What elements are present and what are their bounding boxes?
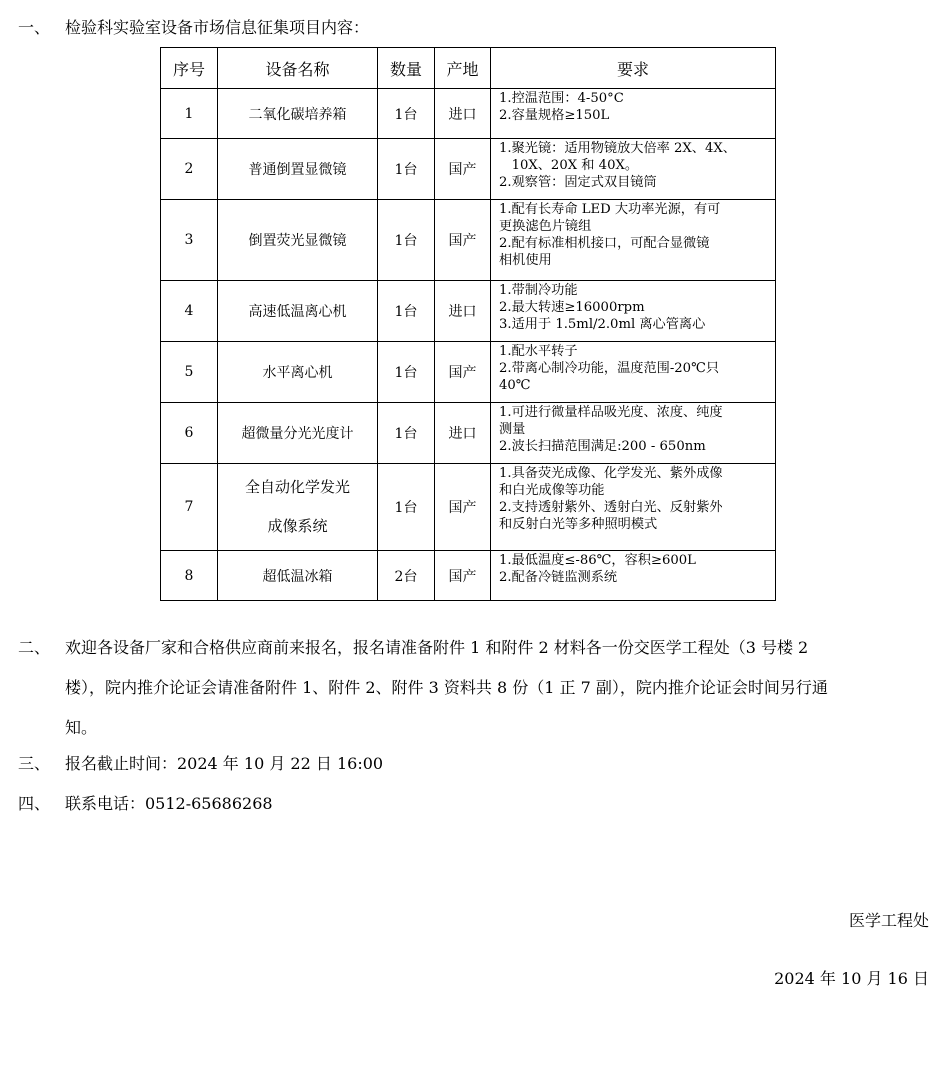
- row-requirements: [491, 551, 776, 601]
- row-requirements: [491, 139, 776, 200]
- table-row: [161, 464, 776, 551]
- row-requirements: [491, 281, 776, 342]
- row-name: 普通倒置显微镜: [218, 139, 378, 200]
- header-origin: 产地: [435, 48, 491, 89]
- requirement-line: 1.具备荧光成像、化学发光、紫外成像: [499, 466, 723, 481]
- table-row: [161, 403, 776, 464]
- row-requirements: [491, 89, 776, 139]
- row-origin: 国产: [435, 342, 491, 403]
- row-requirements: [491, 342, 776, 403]
- row-name: [218, 464, 378, 551]
- table-header-row: [161, 48, 776, 89]
- requirement-line: 1.聚光镜：适用物镜放大倍率 2X、4X、: [499, 141, 736, 156]
- section-4-paragraph: [18, 790, 273, 818]
- requirement-line: 1.配水平转子: [499, 344, 578, 359]
- row-origin: 进口: [435, 281, 491, 342]
- section-2-number: 二、: [18, 638, 51, 657]
- row-name-line-1: 全自动化学发光: [244, 478, 350, 496]
- header-no: 序号: [161, 48, 218, 89]
- requirement-line: 更换滤色片镜组: [499, 219, 592, 234]
- row-requirements: [491, 403, 776, 464]
- requirement-line: 1.配有长寿命 LED 大功率光源，有可: [499, 202, 721, 217]
- requirement-line: 2.配备冷链监测系统: [499, 570, 618, 585]
- row-qty: 1台: [378, 89, 435, 139]
- section-2-line-1: 欢迎各设备厂家和合格供应商前来报名，报名请准备附件 1 和附件 2 材料各一份交医学工程处（3 号楼 2: [65, 638, 809, 657]
- table-row: [161, 89, 776, 139]
- header-requirements: 要求: [491, 48, 776, 89]
- table-row: [161, 342, 776, 403]
- signature-org: 医学工程处: [848, 911, 929, 930]
- row-no: 8: [161, 551, 218, 601]
- row-name-line-2: 成像系统: [267, 517, 328, 535]
- section-2-line-2: 楼），院内推介论证会请准备附件 1、附件 2、附件 3 资料共 8 份（1 正 7 副），院内推介论证会时间另行通: [65, 678, 828, 697]
- row-name: 水平离心机: [218, 342, 378, 403]
- requirement-line: 2.容量规格≥150L: [499, 108, 610, 123]
- requirement-line: 和白光成像等功能: [499, 483, 605, 498]
- row-no: 1: [161, 89, 218, 139]
- row-name: 倒置荧光显微镜: [218, 200, 378, 281]
- row-origin: 国产: [435, 200, 491, 281]
- header-qty: 数量: [378, 48, 435, 89]
- requirement-line: 40℃: [499, 378, 531, 393]
- requirement-line: 2.配有标准相机接口，可配合显微镜: [499, 236, 710, 251]
- registration-deadline: 报名截止时间：2024 年 10 月 22 日 16:00: [65, 754, 384, 773]
- row-origin: 国产: [435, 464, 491, 551]
- table-row: [161, 551, 776, 601]
- table-row: [161, 200, 776, 281]
- row-name: 高速低温离心机: [218, 281, 378, 342]
- requirement-line: 1.可进行微量样品吸光度、浓度、纯度: [499, 405, 723, 420]
- section-3-number: 三、: [18, 754, 51, 773]
- section-1-title: 检验科实验室设备市场信息征集项目内容：: [65, 18, 370, 37]
- section-3-paragraph: [18, 750, 383, 778]
- requirement-line: 1.带制冷功能: [499, 283, 578, 298]
- row-no: 7: [161, 464, 218, 551]
- requirement-line: 3.适用于 1.5ml/2.0ml 离心管离心: [499, 317, 706, 332]
- row-name: 超低温冰箱: [218, 551, 378, 601]
- row-qty: 1台: [378, 342, 435, 403]
- row-requirements: [491, 464, 776, 551]
- row-requirements: [491, 200, 776, 281]
- row-no: 6: [161, 403, 218, 464]
- row-no: 5: [161, 342, 218, 403]
- row-qty: 1台: [378, 200, 435, 281]
- requirement-line: 测量: [499, 422, 526, 437]
- table-row: [161, 281, 776, 342]
- row-no: 2: [161, 139, 218, 200]
- row-no: 3: [161, 200, 218, 281]
- row-qty: 1台: [378, 464, 435, 551]
- requirement-line: 1.控温范围：4-50°C: [499, 91, 624, 106]
- equipment-table: [160, 47, 776, 601]
- requirement-line: 2.观察管：固定式双目镜筒: [499, 175, 657, 190]
- row-origin: 进口: [435, 403, 491, 464]
- row-qty: 2台: [378, 551, 435, 601]
- row-no: 4: [161, 281, 218, 342]
- row-origin: 进口: [435, 89, 491, 139]
- requirement-line: 2.最大转速≥16000rpm: [499, 300, 645, 315]
- row-qty: 1台: [378, 139, 435, 200]
- section-2-line-3: 知。: [65, 718, 98, 737]
- header-name: 设备名称: [218, 48, 378, 89]
- row-origin: 国产: [435, 139, 491, 200]
- contact-phone: 联系电话：0512-65686268: [65, 794, 273, 813]
- requirement-line: 2.波长扫描范围满足:200 - 650nm: [499, 439, 706, 454]
- requirement-line: 和反射白光等多种照明模式: [499, 517, 658, 532]
- signature-date: 2024 年 10 月 16 日: [774, 969, 929, 988]
- section-1-number: 一、: [18, 18, 51, 37]
- section-2-paragraph: [18, 628, 933, 748]
- row-name: 二氧化碳培养箱: [218, 89, 378, 139]
- requirement-line: 2.带离心制冷功能，温度范围-20℃只: [499, 361, 720, 376]
- row-qty: 1台: [378, 281, 435, 342]
- requirement-line: 1.最低温度≤-86℃，容积≥600L: [499, 553, 696, 568]
- section-1-heading: [18, 14, 369, 42]
- row-origin: 国产: [435, 551, 491, 601]
- requirement-line: 相机使用: [499, 253, 552, 268]
- table-row: [161, 139, 776, 200]
- row-qty: 1台: [378, 403, 435, 464]
- section-4-number: 四、: [18, 794, 51, 813]
- row-name: 超微量分光光度计: [218, 403, 378, 464]
- requirement-line: 10X、20X 和 40X。: [499, 158, 639, 173]
- requirement-line: 2.支持透射紫外、透射白光、反射紫外: [499, 500, 723, 515]
